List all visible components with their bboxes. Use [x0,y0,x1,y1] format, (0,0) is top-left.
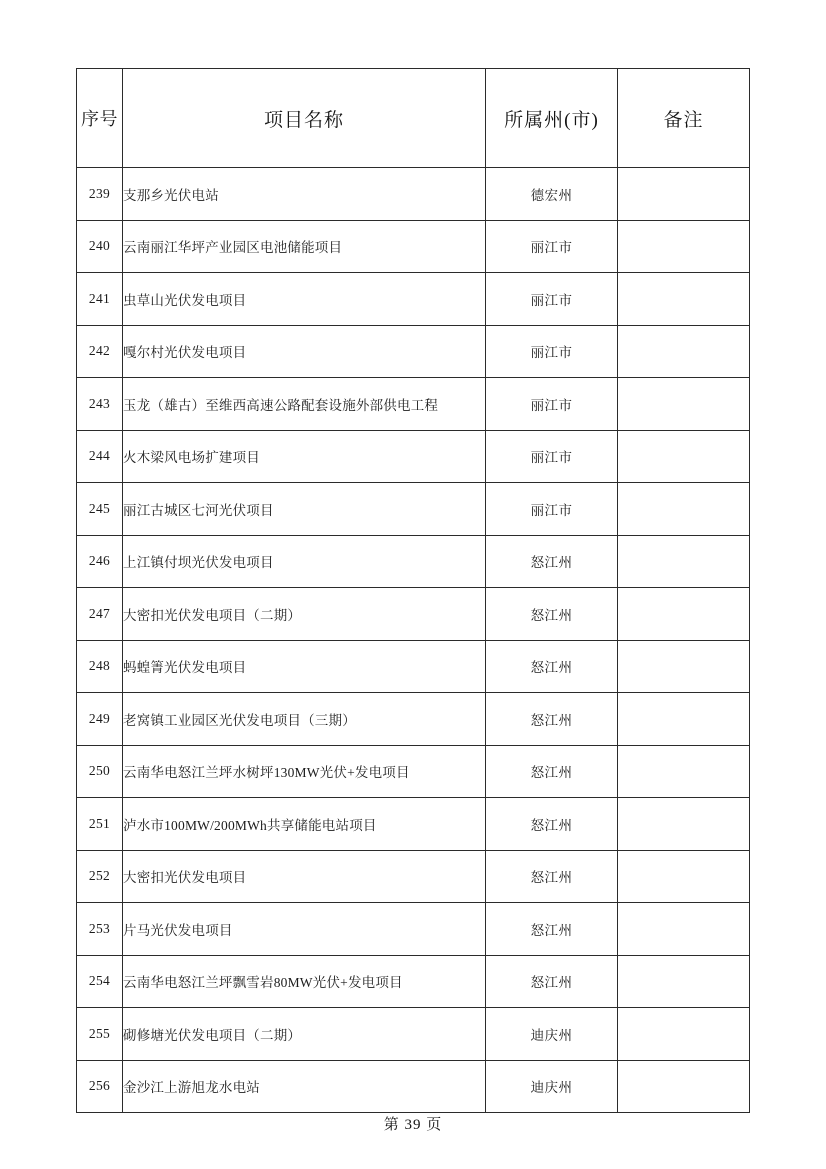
cell-region: 迪庆州 [486,1060,618,1113]
table-row [77,745,750,798]
table-row [77,483,750,536]
cell-project-name: 丽江古城区七河光伏项目 [123,483,486,536]
cell-seq: 256 [77,1060,123,1113]
cell-region: 怒江州 [486,693,618,746]
cell-seq: 254 [77,955,123,1008]
cell-remark [618,1060,750,1113]
cell-region: 丽江市 [486,378,618,431]
cell-project-name: 大密扣光伏发电项目 [123,850,486,903]
cell-region: 怒江州 [486,850,618,903]
cell-project-name: 金沙江上游旭龙水电站 [123,1060,486,1113]
cell-remark [618,798,750,851]
cell-project-name: 老窝镇工业园区光伏发电项目（三期） [123,693,486,746]
cell-seq: 248 [77,640,123,693]
table-row [77,640,750,693]
table-row [77,903,750,956]
column-header-region: 所属州(市) [486,69,618,168]
cell-remark [618,1008,750,1061]
column-header-remark: 备注 [618,69,750,168]
table-row [77,220,750,273]
cell-remark [618,273,750,326]
table-header-row [77,69,750,168]
cell-project-name: 玉龙（雄古）至维西高速公路配套设施外部供电工程 [123,378,486,431]
cell-remark [618,220,750,273]
cell-remark [618,378,750,431]
cell-project-name: 云南丽江华坪产业园区电池储能项目 [123,220,486,273]
cell-remark [618,903,750,956]
cell-region: 怒江州 [486,955,618,1008]
table-row [77,588,750,641]
cell-seq: 239 [77,168,123,221]
cell-region: 丽江市 [486,273,618,326]
cell-remark [618,745,750,798]
table-row [77,1008,750,1061]
cell-seq: 249 [77,693,123,746]
cell-region: 怒江州 [486,588,618,641]
cell-seq: 251 [77,798,123,851]
cell-seq: 241 [77,273,123,326]
column-header-name: 项目名称 [123,69,486,168]
cell-seq: 253 [77,903,123,956]
cell-region: 怒江州 [486,903,618,956]
cell-remark [618,955,750,1008]
table-row [77,168,750,221]
cell-region: 怒江州 [486,535,618,588]
page-footer: 第 39 页 [383,1117,443,1133]
project-list-table [76,68,750,1113]
cell-remark [618,640,750,693]
table-row [77,325,750,378]
cell-project-name: 火木梁风电场扩建项目 [123,430,486,483]
cell-remark [618,168,750,221]
cell-remark [618,693,750,746]
cell-region: 怒江州 [486,798,618,851]
table-row [77,798,750,851]
cell-region: 丽江市 [486,220,618,273]
cell-region: 怒江州 [486,640,618,693]
cell-seq: 242 [77,325,123,378]
cell-seq: 247 [77,588,123,641]
cell-region: 丽江市 [486,483,618,536]
cell-seq: 250 [77,745,123,798]
cell-region: 怒江州 [486,745,618,798]
table-row [77,1060,750,1113]
cell-project-name: 云南华电怒江兰坪飘雪岩80MW光伏+发电项目 [123,955,486,1008]
cell-project-name: 上江镇付坝光伏发电项目 [123,535,486,588]
cell-project-name: 支那乡光伏电站 [123,168,486,221]
table-row [77,378,750,431]
table-row [77,273,750,326]
cell-project-name: 虫草山光伏发电项目 [123,273,486,326]
table-row [77,850,750,903]
cell-seq: 243 [77,378,123,431]
project-list-table-container [76,68,749,1113]
cell-seq: 240 [77,220,123,273]
cell-seq: 245 [77,483,123,536]
table-row [77,430,750,483]
cell-remark [618,588,750,641]
table-body [77,69,750,1113]
cell-project-name: 嘎尔村光伏发电项目 [123,325,486,378]
cell-project-name: 片马光伏发电项目 [123,903,486,956]
column-header-seq: 序号 [77,69,123,168]
cell-region: 德宏州 [486,168,618,221]
cell-seq: 252 [77,850,123,903]
cell-region: 丽江市 [486,325,618,378]
cell-project-name: 砌修塘光伏发电项目（二期） [123,1008,486,1061]
cell-remark [618,430,750,483]
table-row [77,955,750,1008]
cell-remark [618,535,750,588]
cell-region: 迪庆州 [486,1008,618,1061]
cell-remark [618,850,750,903]
cell-seq: 244 [77,430,123,483]
cell-seq: 246 [77,535,123,588]
cell-project-name: 泸水市100MW/200MWh共享储能电站项目 [123,798,486,851]
cell-project-name: 蚂蝗箐光伏发电项目 [123,640,486,693]
table-row [77,535,750,588]
cell-project-name: 大密扣光伏发电项目（二期） [123,588,486,641]
table-row [77,693,750,746]
cell-region: 丽江市 [486,430,618,483]
cell-project-name: 云南华电怒江兰坪水树坪130MW光伏+发电项目 [123,745,486,798]
cell-remark [618,483,750,536]
cell-remark [618,325,750,378]
cell-seq: 255 [77,1008,123,1061]
